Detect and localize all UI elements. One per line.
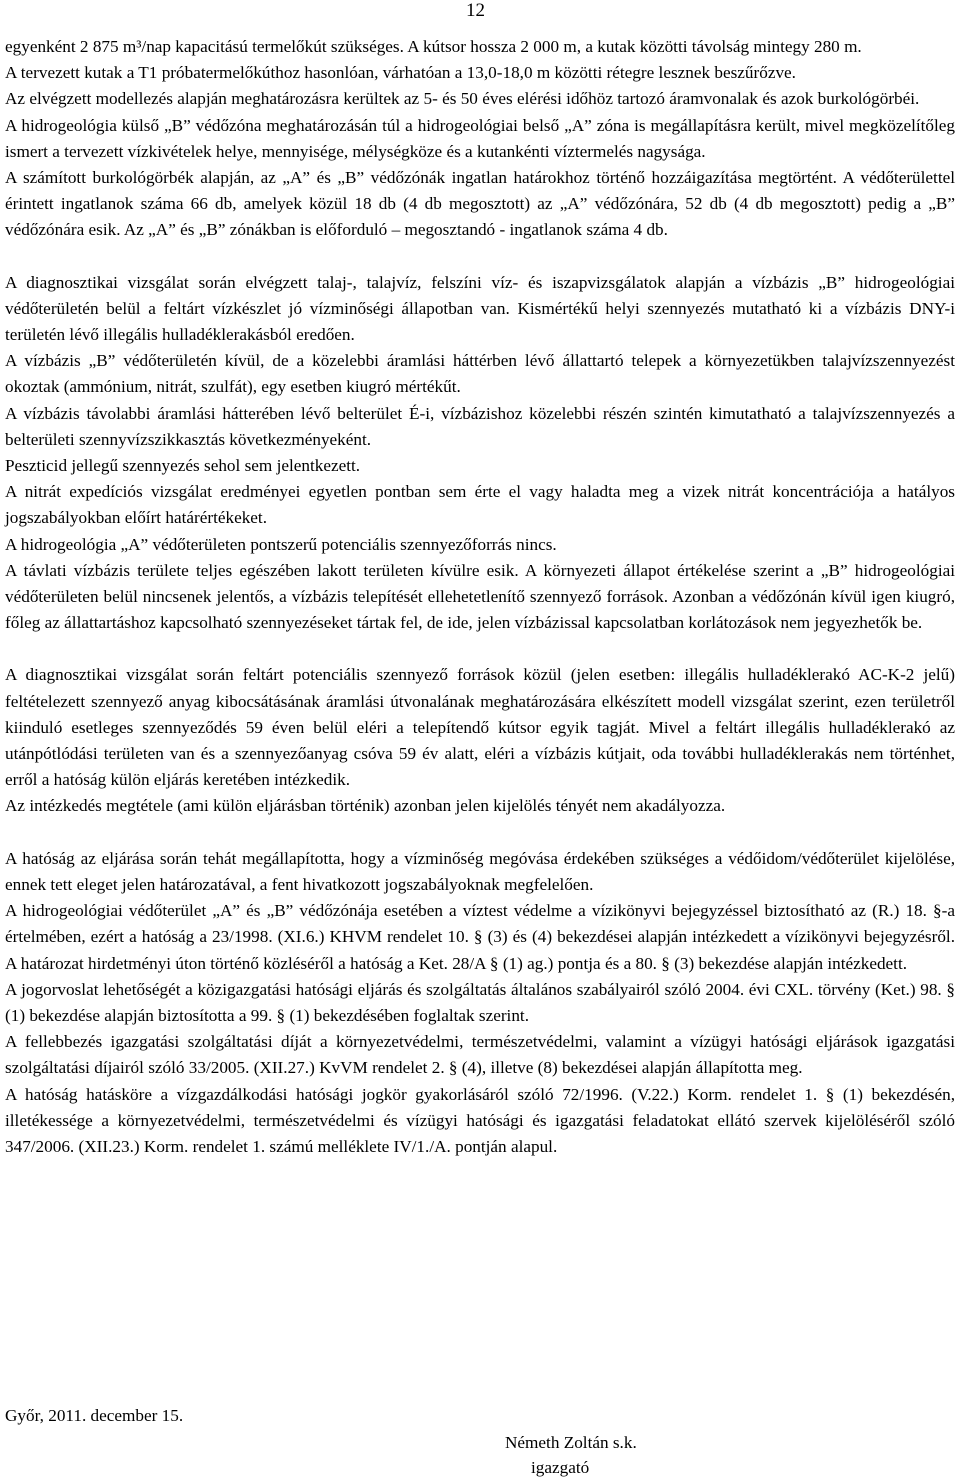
paragraph: Peszticid jellegű szennyezés sehol sem jelentkezett. [5, 456, 361, 476]
paragraph: A távlati vízbázis területe teljes egészében lakott területen kívülre esik. A környezeti állapot értékelése szerint a „B” hidrogeológiai védőterületen belül nincsenek jelentős, a vízbázis telepítését ellehetetlenítő szennyező források. Azonban a védőzónán kívül igen kiugró, főleg az állattartáshoz kapcsolható szennyezéseket tártak fel, de ide, jelen vízbázissal kapcsolatban korlátozások nem jegyezhetők be. [5, 560, 955, 633]
document-body [5, 34, 955, 1160]
paragraph: egyenként 2 875 m³/nap kapacitású termelőkút szükséges. A kútsor hossza 2 000 m, a kutak közötti távolság mintegy 280 m. [5, 37, 862, 56]
paragraph: A fellebbezés igazgatási szolgáltatási díját a környezetvédelmi, természetvédelmi, valamint a vízügyi hatósági eljárások igazgatási szolgáltatási díjairól szóló 33/2005. (XII.27.) KvVM rendelet 2. § (4), illetve (8) bekezdései alapján állapította meg. [5, 1032, 955, 1078]
page-number: 12 [466, 0, 485, 21]
paragraph: A diagnosztikai vizsgálat során feltárt potenciális szennyező források közül (jelen esetben: illegális hulladéklerakó AC-K-2 jelű) feltételezett szennyező anyag kibocsátásának áramlási útvonalának meghatározására elkészített modell vizsgálat szerint, ezen területről kiinduló esetleges szennyeződés 59 éven belül eléri a telepítendő kútsor egyik tagját. Mivel a feltárt illegális hulladéklerakó az utánpótlódási területen van és a szennyezőanyag csóva 59 év alatt, eléri a vízbázis kútjait, oda további hulladéklerakás nem történhet, erről a hatóság külön eljárás keretében intézkedik. [5, 665, 955, 790]
paragraph: A hidrogeológiai védőterület „A” és „B” védőzónája esetében a víztest védelme a vízikönyvi bejegyzéssel biztosítható az (R.) 18. §-a értelmében, ezért a hatóság a 23/1998. (XI.6.) KHVM rendelet 10. § (3) és (4) bekezdései alapján intézkedett a vízikönyvi bejegyzésről. A határozat hirdetményi úton történő közléséről a hatóság a Ket. 28/A § (1) ag.) pontja és a 80. § (3) bekezdése alapján intézkedett. [5, 901, 955, 973]
paragraph: A vízbázis „B” védőterületén kívül, de a közelebbi áramlási háttérben lévő állattartó telepek a környezetükben talajvízszennyezést okoztak (ammónium, nitrát, szulfát), egy esetben kiugró mértékűt. [5, 351, 955, 397]
paragraph: Az intézkedés megtétele (ami külön eljárásban történik) azonban jelen kijelölés tényét nem akadályozza. [5, 796, 726, 816]
place-date: Győr, 2011. december 15. [5, 1406, 184, 1425]
paragraph: A diagnosztikai vizsgálat során elvégzett talaj-, talajvíz, felszíni víz- és iszapvizsgálatok alapján a vízbázis „B” hidrogeológiai védőterületén belül a feltárt vízkészlet jó vízminőségi állapotban van. Kismértékű helyi szennyezés mutatható ki a vízbázis DNY-i területén lévő illegális hulladéklerakásból eredően. [5, 272, 955, 345]
paragraph: A hatóság hatásköre a vízgazdálkodási hatósági jogkör gyakorlásáról szóló 72/1996. (V.22.) Korm. rendelet 1. § (1) bekezdésén, illetékessége a környezetvédelmi, természetvédelmi és vízügyi hatósági és igazgatási feladatokat ellátó szervek kijelöléséről szóló 347/2006. (XII.23.) Korm. rendelet 1. számú melléklete IV/1./A. pontján alapul. [5, 1084, 955, 1156]
paragraph: A tervezett kutak a T1 próbatermelőkúthoz hasonlóan, várhatóan a 13,0-18,0 m közötti rétegre lesznek beszűrőzve. [5, 63, 796, 83]
paragraph: A hidrogeológia „A” védőterületen pontszerű potenciális szennyezőforrás nincs. [5, 534, 557, 554]
paragraph: Az elvégzett modellezés alapján meghatározásra kerültek az 5- és 50 éves elérési időhöz tartozó áramvonalak és azok burkológörbéi. [5, 89, 920, 109]
paragraph: A hatóság az eljárása során tehát megállapította, hogy a vízminőség megóvása érdekében szükséges a védőidom/védőterület kijelölése, ennek tett eleget jelen határozatával, a fent hivatkozott jogszabályoknak megfelelően. [5, 848, 955, 894]
paragraph: A számított burkológörbék alapján, az „A” és „B” védőzónák ingatlan határokhoz történő hozzáigazítása megtörtént. A védőterülettel érintett ingatlanok száma 66 db, amelyek közül 18 db (4 db megosztott) az „A” védőzónára, 52 db (4 db megosztott) pedig a „B” védőzónára esik. Az „A” és „B” zónákban is előforduló – megosztandó - ingatlanok száma 4 db. [5, 168, 955, 240]
paragraph: A nitrát expedíciós vizsgálat eredményei egyetlen pontban sem érte el vagy haladta meg a vizek nitrát koncentrációja a hatályos jogszabályokban előírt határértékeket. [5, 482, 955, 528]
paragraph: A hidrogeológia külső „B” védőzóna meghatározásán túl a hidrogeológiai belső „A” zóna is megállapításra került, mivel megközelítőleg ismert a tervezett vízkivételek helye, mennyisége, mélységköze és a kutankénti víztermelés nagysága. [5, 115, 955, 161]
signer-title: igazgató [531, 1458, 590, 1477]
paragraph: A vízbázis távolabbi áramlási hátterében lévő belterület É-i, vízbázishoz közelebbi részén szintén kimutatható a talajvízszennyezés a belterületi szennyvízszikkasztás következményeként. [5, 403, 955, 449]
paragraph: A jogorvoslat lehetőségét a közigazgatási hatósági eljárás és szolgáltatás általános szabályairól szóló 2004. évi CXL. törvény (Ket.) 98. § (1) bekezdése alapján biztosította a 99. § (1) bekezdésében foglaltak szerint. [5, 979, 955, 1025]
signer-name: Németh Zoltán s.k. [505, 1433, 637, 1452]
